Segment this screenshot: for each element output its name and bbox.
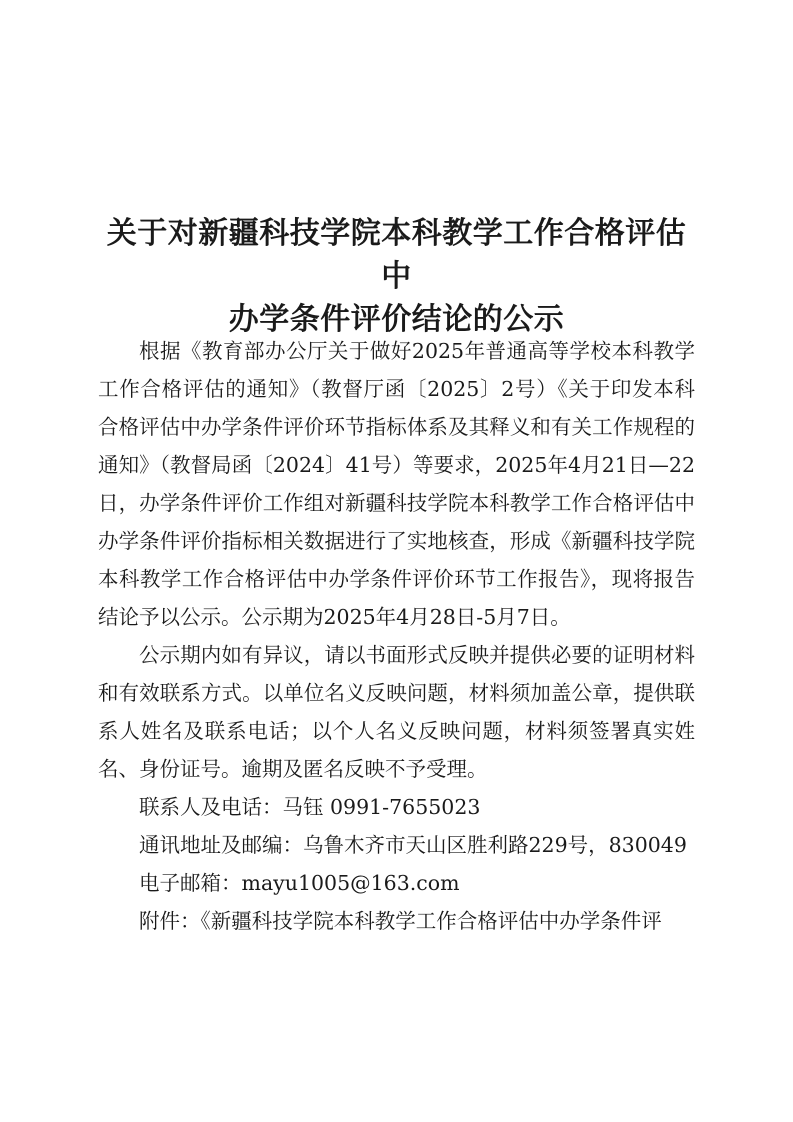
email-line: 电子邮箱：mayu1005@163.com (139, 871, 460, 895)
title-line-2: 办学条件评价结论的公示 (228, 302, 565, 337)
address-line: 通讯地址及邮编：乌鲁木齐市天山区胜利路229号，830049 (139, 833, 687, 857)
title-line-1: 关于对新疆科技学院本科教学工作合格评估中 (106, 216, 687, 294)
document-title (95, 212, 698, 341)
paragraph-objection: 公示期内如有异议，请以书面形式反映并提供必要的证明材料和有效联系方式。以单位名义反映问题，材料须加盖公章，提供联系人姓名及联系电话；以个人名义反映问题，材料须签署真实姓名、身份证号。逾期及匿名反映不予受理。 (98, 643, 695, 781)
attachment-line: 附件：《新疆科技学院本科教学工作合格评估中办学条件评 (139, 909, 662, 933)
contact-line: 联系人及电话：马钰 0991-7655023 (139, 795, 481, 819)
document-body (98, 332, 695, 940)
paragraph-basis: 根据《教育部办公厅关于做好2025年普通高等学校本科教学工作合格评估的通知》（教督厅函〔2025〕2号）《关于印发本科合格评估中办学条件评价环节指标体系及其释义和有关工作规程的通知》（教督局函〔2024〕41号）等要求，2025年4月21日—22日，办学条件评价工作组对新疆科技学院本科教学工作合格评估中办学条件评价指标相关数据进行了实地核查，形成《新疆科技学院本科教学工作合格评估中办学条件评价环节工作报告》，现将报告结论予以公示。公示期为2025年4月28日-5月7日。 (98, 339, 695, 629)
